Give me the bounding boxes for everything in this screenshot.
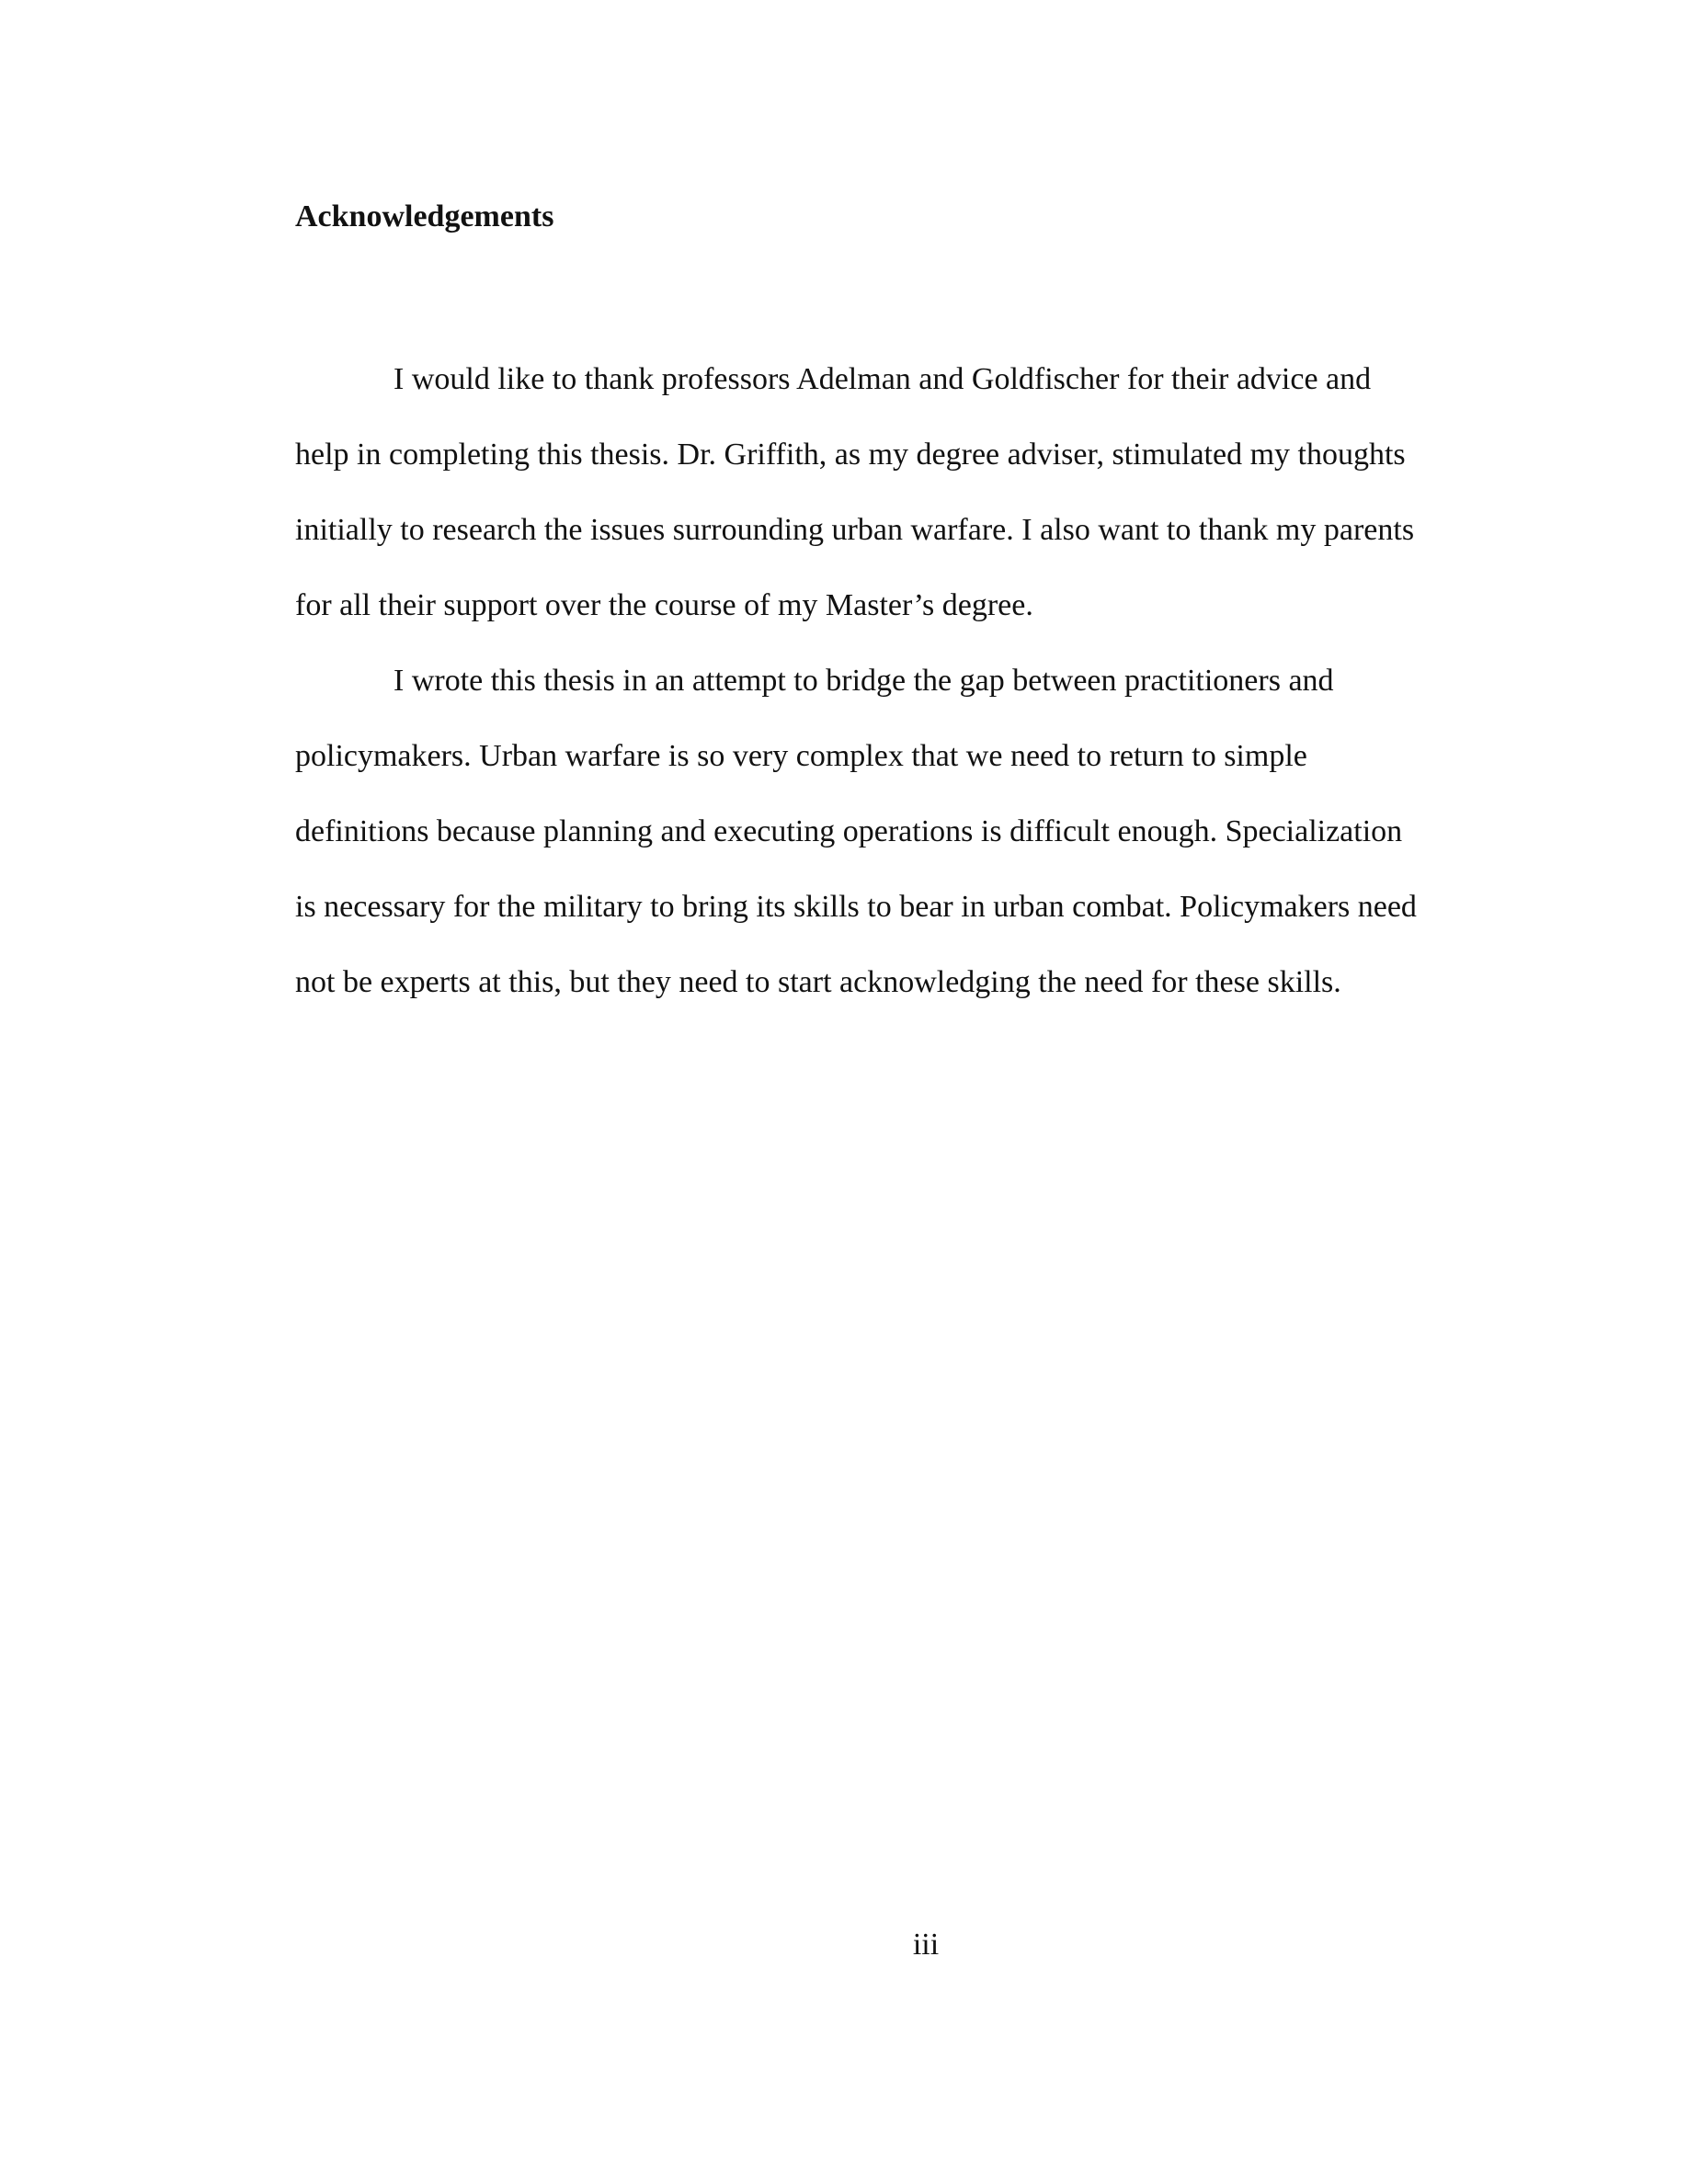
page-heading: Acknowledgements — [295, 199, 554, 233]
paragraph-2-line-3: definitions because planning and executing operations is difficult enough. Specialization — [295, 814, 1403, 848]
paragraph-2-line-1: I wrote this thesis in an attempt to bridge the gap between practitioners and — [393, 664, 1334, 698]
body-text — [295, 342, 1479, 1020]
paragraph-2-line-2: policymakers. Urban warfare is so very complex that we need to return to simple — [295, 739, 1307, 773]
paragraph-2-line-5: not be experts at this, but they need to start acknowledging the need for these skills. — [295, 965, 1341, 999]
paragraph-1-line-2: help in completing this thesis. Dr. Griffith, as my degree adviser, stimulated my thoughts — [295, 438, 1406, 472]
page-number: iii — [912, 1928, 940, 1962]
paragraph-1-line-1: I would like to thank professors Adelman and Goldfischer for their advice and — [393, 362, 1372, 396]
paragraph-1-line-3: initially to research the issues surrounding urban warfare. I also want to thank my parents — [295, 513, 1415, 547]
paragraph-1-line-4: for all their support over the course of my Master’s degree. — [295, 588, 1033, 622]
paragraph-2-line-4: is necessary for the military to bring its skills to bear in urban combat. Policymakers need — [295, 890, 1417, 924]
